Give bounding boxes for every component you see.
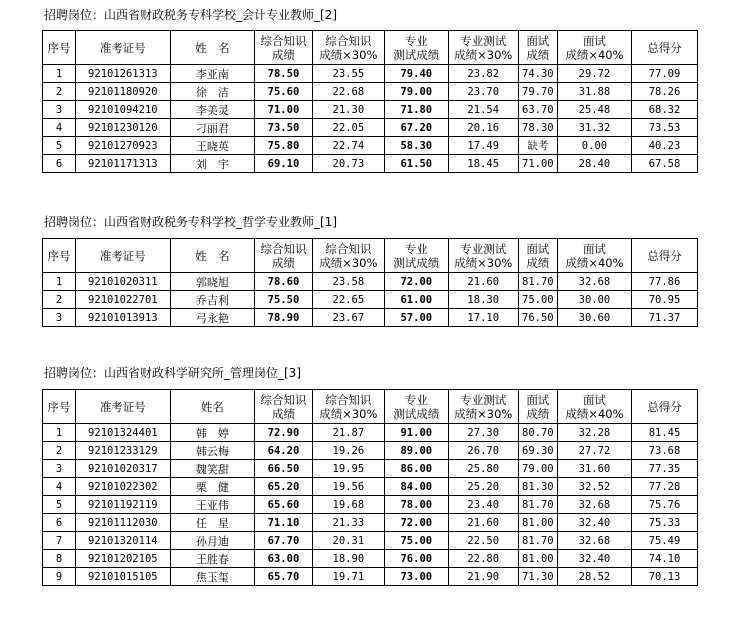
table-header-row xyxy=(43,390,698,424)
cell-knowledge-score: 67.70 xyxy=(255,532,313,550)
table-row xyxy=(43,532,698,550)
column-header-text: 姓 名 xyxy=(195,248,230,263)
column-header-knowledge-weighted xyxy=(312,390,384,424)
column-header-text: 序号 xyxy=(47,40,71,55)
column-header-text: 面试 xyxy=(526,33,550,48)
cell-interview-weighted: 30.00 xyxy=(557,291,631,309)
cell-exam-id: 92101020317 xyxy=(75,460,170,478)
cell-interview-weighted: 29.72 xyxy=(557,65,631,83)
cell-major-weighted: 23.82 xyxy=(448,65,518,83)
cell-knowledge-weighted: 21.87 xyxy=(312,424,384,442)
cell-knowledge-score: 73.50 xyxy=(255,119,313,137)
cell-total-score: 70.95 xyxy=(632,291,698,309)
table-header-row xyxy=(43,31,698,65)
column-header-text: 面试 xyxy=(526,241,550,256)
column-header-text: 成绩×30% xyxy=(454,47,513,62)
table-row xyxy=(43,83,698,101)
cell-major-score: 72.00 xyxy=(384,514,448,532)
cell-knowledge-weighted: 19.56 xyxy=(312,478,384,496)
column-header-major-score xyxy=(384,31,448,65)
cell-major-weighted: 25.20 xyxy=(448,478,518,496)
cell-major-weighted: 20.16 xyxy=(448,119,518,137)
column-header-text: 成绩 xyxy=(526,406,550,421)
column-header-knowledge-weighted xyxy=(312,239,384,273)
column-header-text: 成绩×40% xyxy=(565,406,624,421)
cell-total-score: 67.58 xyxy=(632,155,698,173)
column-header-text: 姓名 xyxy=(200,399,224,414)
cell-total-score: 68.32 xyxy=(632,101,698,119)
cell-major-weighted: 23.40 xyxy=(448,496,518,514)
cell-seq: 5 xyxy=(43,496,76,514)
cell-major-weighted: 25.80 xyxy=(448,460,518,478)
table-row xyxy=(43,65,698,83)
column-header-text: 总得分 xyxy=(647,40,682,55)
column-header-text: 成绩×30% xyxy=(319,47,378,62)
cell-knowledge-score: 75.80 xyxy=(255,137,313,155)
column-header-text: 专业 xyxy=(404,392,428,407)
cell-interview-weighted: 32.40 xyxy=(557,550,631,568)
score-table xyxy=(42,389,698,586)
column-header-text: 面试 xyxy=(582,392,606,407)
cell-knowledge-weighted: 19.68 xyxy=(312,496,384,514)
cell-name: 弓永艳 xyxy=(170,309,254,327)
column-header-total-score xyxy=(632,390,698,424)
score-table xyxy=(42,30,698,173)
column-header-text: 姓 名 xyxy=(195,40,230,55)
cell-major-weighted: 21.54 xyxy=(448,101,518,119)
cell-interview-score: 81.70 xyxy=(518,496,557,514)
cell-knowledge-score: 78.60 xyxy=(255,273,313,291)
table-row xyxy=(43,496,698,514)
column-header-interview-weighted xyxy=(557,239,631,273)
cell-seq: 1 xyxy=(43,424,76,442)
cell-knowledge-score: 75.60 xyxy=(255,83,313,101)
section-title: 招聘岗位：山西省财政科学研究所_管理岗位_[3] xyxy=(44,366,301,380)
cell-knowledge-score: 71.10 xyxy=(255,514,313,532)
column-header-text: 成绩 xyxy=(271,255,295,270)
cell-total-score: 40.23 xyxy=(632,137,698,155)
cell-interview-score: 78.30 xyxy=(518,119,557,137)
cell-major-score: 76.00 xyxy=(384,550,448,568)
cell-knowledge-weighted: 20.31 xyxy=(312,532,384,550)
column-header-text: 成绩×40% xyxy=(565,47,624,62)
column-header-knowledge-score xyxy=(255,239,313,273)
cell-exam-id: 92101015105 xyxy=(75,568,170,586)
cell-interview-weighted: 0.00 xyxy=(557,137,631,155)
cell-knowledge-weighted: 19.71 xyxy=(312,568,384,586)
cell-name: 栗 健 xyxy=(170,478,254,496)
column-header-text: 面试 xyxy=(526,392,550,407)
cell-interview-weighted: 30.60 xyxy=(557,309,631,327)
cell-exam-id: 92101324401 xyxy=(75,424,170,442)
cell-name: 李美灵 xyxy=(170,101,254,119)
cell-total-score: 70.13 xyxy=(632,568,698,586)
cell-seq: 4 xyxy=(43,119,76,137)
column-header-knowledge-score xyxy=(255,31,313,65)
column-header-major-score xyxy=(384,239,448,273)
cell-total-score: 73.53 xyxy=(632,119,698,137)
column-header-text: 成绩 xyxy=(271,47,295,62)
column-header-text: 综合知识 xyxy=(260,33,307,48)
cell-interview-score: 81.70 xyxy=(518,273,557,291)
cell-total-score: 74.10 xyxy=(632,550,698,568)
cell-name: 王晓英 xyxy=(170,137,254,155)
section-title: 招聘岗位：山西省财政税务专科学校_会计专业教师_[2] xyxy=(44,8,338,22)
cell-knowledge-weighted: 23.55 xyxy=(312,65,384,83)
column-header-name xyxy=(170,239,254,273)
column-header-knowledge-weighted xyxy=(312,31,384,65)
cell-total-score: 77.09 xyxy=(632,65,698,83)
cell-interview-score: 81.70 xyxy=(518,532,557,550)
column-header-text: 成绩 xyxy=(526,255,550,270)
cell-major-weighted: 26.70 xyxy=(448,442,518,460)
cell-seq: 9 xyxy=(43,568,76,586)
cell-total-score: 71.37 xyxy=(632,309,698,327)
cell-interview-weighted: 31.32 xyxy=(557,119,631,137)
cell-interview-score: 75.00 xyxy=(518,291,557,309)
cell-major-score: 73.00 xyxy=(384,568,448,586)
cell-knowledge-score: 72.90 xyxy=(255,424,313,442)
column-header-text: 综合知识 xyxy=(260,392,307,407)
column-header-text: 综合知识 xyxy=(325,241,372,256)
table-row xyxy=(43,460,698,478)
cell-knowledge-score: 63.00 xyxy=(255,550,313,568)
cell-name: 王亚伟 xyxy=(170,496,254,514)
column-header-exam-id xyxy=(75,31,170,65)
cell-major-weighted: 22.80 xyxy=(448,550,518,568)
column-header-total-score xyxy=(632,239,698,273)
cell-total-score: 73.68 xyxy=(632,442,698,460)
cell-seq: 8 xyxy=(43,550,76,568)
column-header-seq xyxy=(43,239,76,273)
cell-seq: 6 xyxy=(43,514,76,532)
table-row xyxy=(43,550,698,568)
cell-interview-score: 76.50 xyxy=(518,309,557,327)
cell-interview-score: 74.30 xyxy=(518,65,557,83)
cell-exam-id: 92101192119 xyxy=(75,496,170,514)
cell-interview-weighted: 32.28 xyxy=(557,424,631,442)
column-header-text: 成绩×30% xyxy=(454,255,513,270)
cell-knowledge-weighted: 23.67 xyxy=(312,309,384,327)
cell-seq: 1 xyxy=(43,65,76,83)
cell-interview-weighted: 32.68 xyxy=(557,273,631,291)
cell-name: 郭晓旭 xyxy=(170,273,254,291)
cell-knowledge-weighted: 22.65 xyxy=(312,291,384,309)
cell-knowledge-weighted: 21.33 xyxy=(312,514,384,532)
column-header-text: 成绩×30% xyxy=(319,255,378,270)
cell-major-score: 57.00 xyxy=(384,309,448,327)
cell-major-weighted: 22.50 xyxy=(448,532,518,550)
column-header-text: 成绩×30% xyxy=(319,406,378,421)
column-header-text: 成绩×40% xyxy=(565,255,624,270)
column-header-interview-weighted xyxy=(557,390,631,424)
cell-name: 焦玉玺 xyxy=(170,568,254,586)
cell-major-score: 67.20 xyxy=(384,119,448,137)
cell-interview-score: 71.30 xyxy=(518,568,557,586)
cell-major-weighted: 18.30 xyxy=(448,291,518,309)
table-row xyxy=(43,137,698,155)
cell-knowledge-weighted: 19.95 xyxy=(312,460,384,478)
cell-interview-weighted: 31.88 xyxy=(557,83,631,101)
cell-exam-id: 92101261313 xyxy=(75,65,170,83)
cell-major-score: 84.00 xyxy=(384,478,448,496)
cell-seq: 5 xyxy=(43,137,76,155)
cell-exam-id: 92101202105 xyxy=(75,550,170,568)
column-header-text: 面试 xyxy=(582,33,606,48)
column-header-name xyxy=(170,31,254,65)
cell-interview-weighted: 32.40 xyxy=(557,514,631,532)
column-header-knowledge-score xyxy=(255,390,313,424)
column-header-major-weighted xyxy=(448,390,518,424)
column-header-seq xyxy=(43,390,76,424)
cell-knowledge-score: 65.20 xyxy=(255,478,313,496)
column-header-text: 序号 xyxy=(47,248,71,263)
cell-major-weighted: 21.90 xyxy=(448,568,518,586)
cell-total-score: 75.76 xyxy=(632,496,698,514)
column-header-text: 总得分 xyxy=(647,248,682,263)
cell-exam-id: 92101022701 xyxy=(75,291,170,309)
cell-exam-id: 92101020311 xyxy=(75,273,170,291)
table-row xyxy=(43,273,698,291)
cell-name: 刁丽君 xyxy=(170,119,254,137)
cell-total-score: 75.33 xyxy=(632,514,698,532)
cell-major-weighted: 21.60 xyxy=(448,514,518,532)
cell-knowledge-weighted: 21.30 xyxy=(312,101,384,119)
cell-interview-weighted: 25.48 xyxy=(557,101,631,119)
table-row xyxy=(43,119,698,137)
cell-major-score: 61.50 xyxy=(384,155,448,173)
cell-interview-weighted: 28.40 xyxy=(557,155,631,173)
cell-interview-weighted: 32.52 xyxy=(557,478,631,496)
cell-major-score: 72.00 xyxy=(384,273,448,291)
cell-name: 乔吉利 xyxy=(170,291,254,309)
cell-major-score: 79.40 xyxy=(384,65,448,83)
column-header-text: 专业 xyxy=(404,33,428,48)
cell-knowledge-score: 65.60 xyxy=(255,496,313,514)
cell-major-score: 89.00 xyxy=(384,442,448,460)
table-header-row xyxy=(43,239,698,273)
table-row xyxy=(43,478,698,496)
cell-major-score: 86.00 xyxy=(384,460,448,478)
cell-exam-id: 92101112030 xyxy=(75,514,170,532)
cell-seq: 7 xyxy=(43,532,76,550)
column-header-text: 专业测试 xyxy=(460,241,507,256)
cell-name: 李亚南 xyxy=(170,65,254,83)
cell-interview-score: 80.70 xyxy=(518,424,557,442)
column-header-text: 专业 xyxy=(404,241,428,256)
cell-exam-id: 92101022302 xyxy=(75,478,170,496)
cell-interview-score: 79.70 xyxy=(518,83,557,101)
cell-knowledge-weighted: 22.05 xyxy=(312,119,384,137)
cell-interview-score: 81.30 xyxy=(518,478,557,496)
column-header-text: 准考证号 xyxy=(99,40,146,55)
table-row xyxy=(43,424,698,442)
column-header-total-score xyxy=(632,31,698,65)
cell-total-score: 78.26 xyxy=(632,83,698,101)
cell-interview-weighted: 31.60 xyxy=(557,460,631,478)
column-header-text: 测试成绩 xyxy=(393,47,440,62)
column-header-exam-id xyxy=(75,239,170,273)
cell-seq: 3 xyxy=(43,460,76,478)
cell-knowledge-score: 78.90 xyxy=(255,309,313,327)
column-header-text: 综合知识 xyxy=(325,392,372,407)
cell-major-score: 71.80 xyxy=(384,101,448,119)
table-row xyxy=(43,155,698,173)
cell-knowledge-score: 75.50 xyxy=(255,291,313,309)
section-title: 招聘岗位：山西省财政税务专科学校_哲学专业教师_[1] xyxy=(44,215,338,229)
cell-seq: 3 xyxy=(43,309,76,327)
cell-major-weighted: 17.10 xyxy=(448,309,518,327)
cell-seq: 3 xyxy=(43,101,76,119)
column-header-text: 综合知识 xyxy=(325,33,372,48)
cell-knowledge-weighted: 22.74 xyxy=(312,137,384,155)
cell-major-weighted: 21.60 xyxy=(448,273,518,291)
cell-interview-score: 81.00 xyxy=(518,514,557,532)
cell-name: 韩 婷 xyxy=(170,424,254,442)
cell-major-score: 91.00 xyxy=(384,424,448,442)
cell-exam-id: 92101270923 xyxy=(75,137,170,155)
cell-total-score: 77.28 xyxy=(632,478,698,496)
cell-knowledge-score: 65.70 xyxy=(255,568,313,586)
table-row xyxy=(43,442,698,460)
cell-total-score: 75.49 xyxy=(632,532,698,550)
cell-exam-id: 92101171313 xyxy=(75,155,170,173)
table-row xyxy=(43,514,698,532)
cell-major-weighted: 23.70 xyxy=(448,83,518,101)
cell-interview-weighted: 32.68 xyxy=(557,532,631,550)
cell-total-score: 77.86 xyxy=(632,273,698,291)
column-header-interview-score xyxy=(518,31,557,65)
cell-knowledge-score: 66.50 xyxy=(255,460,313,478)
cell-major-weighted: 18.45 xyxy=(448,155,518,173)
cell-interview-weighted: 28.52 xyxy=(557,568,631,586)
column-header-interview-score xyxy=(518,390,557,424)
cell-exam-id: 92101013913 xyxy=(75,309,170,327)
cell-total-score: 77.35 xyxy=(632,460,698,478)
cell-knowledge-weighted: 23.58 xyxy=(312,273,384,291)
cell-knowledge-weighted: 18.90 xyxy=(312,550,384,568)
table-row xyxy=(43,568,698,586)
cell-name: 王胜春 xyxy=(170,550,254,568)
cell-exam-id: 92101094210 xyxy=(75,101,170,119)
cell-major-score: 78.00 xyxy=(384,496,448,514)
column-header-major-weighted xyxy=(448,31,518,65)
cell-exam-id: 92101230120 xyxy=(75,119,170,137)
cell-interview-score: 81.00 xyxy=(518,550,557,568)
column-header-text: 成绩 xyxy=(526,47,550,62)
cell-interview-score: 缺考 xyxy=(518,137,557,155)
column-header-text: 成绩×30% xyxy=(454,406,513,421)
cell-name: 韩云梅 xyxy=(170,442,254,460)
column-header-interview-weighted xyxy=(557,31,631,65)
column-header-text: 测试成绩 xyxy=(393,255,440,270)
cell-interview-score: 71.00 xyxy=(518,155,557,173)
cell-interview-score: 69.30 xyxy=(518,442,557,460)
column-header-name xyxy=(170,390,254,424)
column-header-text: 测试成绩 xyxy=(393,406,440,421)
cell-knowledge-score: 69.10 xyxy=(255,155,313,173)
cell-exam-id: 92101180920 xyxy=(75,83,170,101)
column-header-text: 专业测试 xyxy=(460,392,507,407)
column-header-major-weighted xyxy=(448,239,518,273)
cell-interview-score: 79.00 xyxy=(518,460,557,478)
cell-name: 任 星 xyxy=(170,514,254,532)
table-row xyxy=(43,101,698,119)
cell-exam-id: 92101320114 xyxy=(75,532,170,550)
cell-exam-id: 92101233129 xyxy=(75,442,170,460)
column-header-major-score xyxy=(384,390,448,424)
column-header-text: 总得分 xyxy=(647,399,682,414)
cell-major-weighted: 17.49 xyxy=(448,137,518,155)
table-row xyxy=(43,291,698,309)
cell-seq: 1 xyxy=(43,273,76,291)
cell-knowledge-score: 78.50 xyxy=(255,65,313,83)
cell-name: 刘 宇 xyxy=(170,155,254,173)
column-header-text: 准考证号 xyxy=(99,248,146,263)
column-header-text: 综合知识 xyxy=(260,241,307,256)
cell-name: 孙月迪 xyxy=(170,532,254,550)
cell-total-score: 81.45 xyxy=(632,424,698,442)
cell-knowledge-score: 71.00 xyxy=(255,101,313,119)
column-header-text: 专业测试 xyxy=(460,33,507,48)
cell-knowledge-weighted: 20.73 xyxy=(312,155,384,173)
cell-name: 徐 洁 xyxy=(170,83,254,101)
column-header-text: 准考证号 xyxy=(99,399,146,414)
table-row xyxy=(43,309,698,327)
column-header-text: 序号 xyxy=(47,399,71,414)
cell-major-score: 58.30 xyxy=(384,137,448,155)
column-header-interview-score xyxy=(518,239,557,273)
cell-seq: 4 xyxy=(43,478,76,496)
cell-seq: 2 xyxy=(43,83,76,101)
cell-name: 魏笑甜 xyxy=(170,460,254,478)
cell-major-weighted: 27.30 xyxy=(448,424,518,442)
column-header-exam-id xyxy=(75,390,170,424)
cell-seq: 6 xyxy=(43,155,76,173)
cell-knowledge-weighted: 22.68 xyxy=(312,83,384,101)
cell-knowledge-weighted: 19.26 xyxy=(312,442,384,460)
cell-seq: 2 xyxy=(43,442,76,460)
cell-major-score: 79.00 xyxy=(384,83,448,101)
cell-knowledge-score: 64.20 xyxy=(255,442,313,460)
score-table xyxy=(42,238,698,327)
cell-major-score: 61.00 xyxy=(384,291,448,309)
cell-interview-weighted: 32.68 xyxy=(557,496,631,514)
cell-seq: 2 xyxy=(43,291,76,309)
cell-interview-score: 63.70 xyxy=(518,101,557,119)
cell-major-score: 75.00 xyxy=(384,532,448,550)
column-header-seq xyxy=(43,31,76,65)
column-header-text: 成绩 xyxy=(271,406,295,421)
column-header-text: 面试 xyxy=(582,241,606,256)
cell-interview-weighted: 27.72 xyxy=(557,442,631,460)
